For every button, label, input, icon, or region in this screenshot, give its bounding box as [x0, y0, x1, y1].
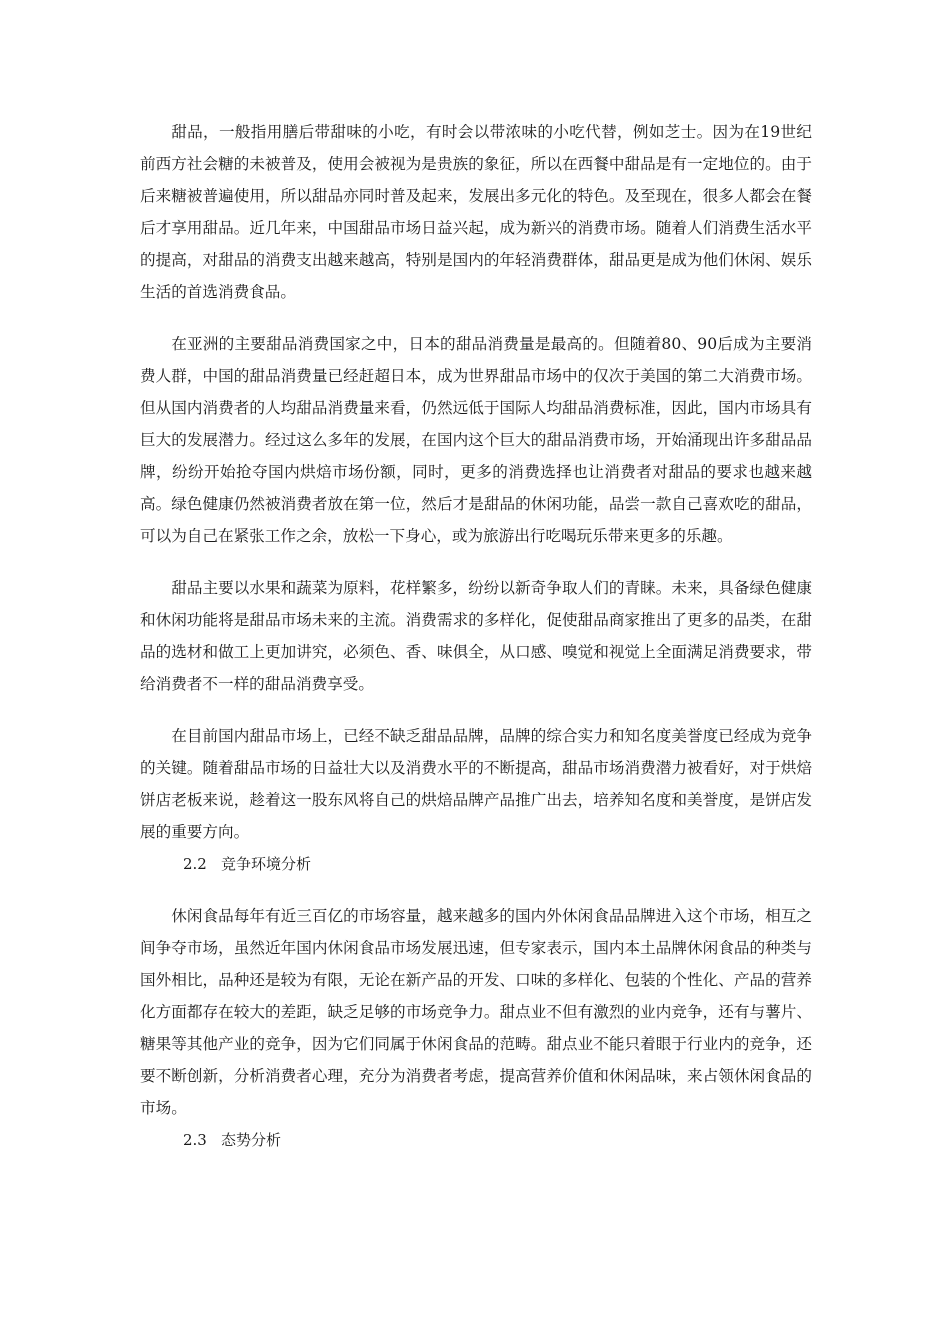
document-page — [140, 116, 812, 1156]
section-title: 竞争环境分析 — [221, 855, 312, 873]
paragraph-ingredients: 甜品主要以水果和蔬菜为原料，花样繁多，纷纷以新奇争取人们的青睐。未来，具备绿色健康和休闲功能将是甜品市场未来的主流。消费需求的多样化，促使甜品商家推出了更多的品类，在甜品的选材和做工上更加讲究，必须色、香、味俱全，从口感、嗅觉和视觉上全面满足消费要求，带给消费者不一样的甜品消费享受。 — [140, 579, 812, 693]
paragraph-brand-competition: 在目前国内甜品市场上，已经不缺乏甜品品牌，品牌的综合实力和知名度美誉度已经成为竞争的关键。随着甜品市场的日益壮大以及消费水平的不断提高，甜品市场消费潜力被看好，对于烘焙饼店老板来说，趁着这一股东风将自己的烘焙品牌产品推广出去，培养知名度和美誉度，是饼店发展的重要方向。 — [140, 727, 812, 841]
section-heading-2-3 — [140, 1124, 812, 1156]
paragraph-dessert-intro: 甜品，一般指用膳后带甜味的小吃，有时会以带浓味的小吃代替，例如芝士。因为在19世纪前西方社会糖的未被普及，使用会被视为是贵族的象征，所以在西餐中甜品是有一定地位的。由于后来糖被普遍使用，所以甜品亦同时普及起来，发展出多元化的特色。及至现在，很多人都会在餐后才享用甜品。近几年来，中国甜品市场日益兴起，成为新兴的消费市场。随着人们消费生活水平的提高，对甜品的消费支出越来越高，特别是国内的年轻消费群体，甜品更是成为他们休闲、娱乐生活的首选消费食品。 — [140, 123, 812, 301]
section-number: 2.2 — [183, 855, 207, 873]
paragraph-asia-market: 在亚洲的主要甜品消费国家之中，日本的甜品消费量是最高的。但随着80、90后成为主要消费人群，中国的甜品消费量已经赶超日本，成为世界甜品市场中的仅次于美国的第二大消费市场。但从国内消费者的人均甜品消费量来看，仍然远低于国际人均甜品消费标准，因此，国内市场具有巨大的发展潜力。经过这么多年的发展，在国内这个巨大的甜品消费市场，开始涌现出许多甜品品牌，纷纷开始抢夺国内烘焙市场份额，同时，更多的消费选择也让消费者对甜品的要求也越来越高。绿色健康仍然被消费者放在第一位，然后才是甜品的休闲功能，品尝一款自己喜欢吃的甜品，可以为自己在紧张工作之余，放松一下身心，或为旅游出行吃喝玩乐带来更多的乐趣。 — [140, 335, 812, 545]
section-heading-2-2 — [140, 848, 812, 880]
section-title: 态势分析 — [221, 1131, 282, 1149]
section-number: 2.3 — [183, 1131, 207, 1149]
paragraph-competitive-environment: 休闲食品每年有近三百亿的市场容量，越来越多的国内外休闲食品品牌进入这个市场，相互之间争夺市场，虽然近年国内休闲食品市场发展迅速，但专家表示，国内本土品牌休闲食品的种类与国外相比，品种还是较为有限，无论在新产品的开发、口味的多样化、包装的个性化、产品的营养化方面都存在较大的差距，缺乏足够的市场竞争力。甜点业不但有激烈的业内竞争，还有与薯片、糖果等其他产业的竞争，因为它们同属于休闲食品的范畴。甜点业不能只着眼于行业内的竞争，还要不断创新，分析消费者心理，充分为消费者考虑，提高营养价值和休闲品味，来占领休闲食品的市场。 — [140, 907, 812, 1117]
